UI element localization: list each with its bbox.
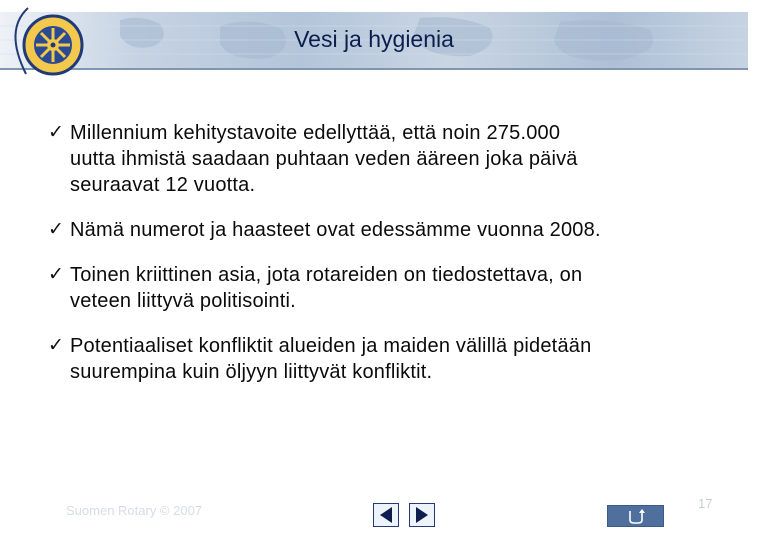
bullet-text-line: Potentiaaliset konfliktit alueiden ja maiden välillä pidetään bbox=[70, 335, 592, 357]
bullet-text-line: veteen liittyvä politisointi. bbox=[70, 290, 296, 312]
next-slide-button[interactable] bbox=[409, 503, 435, 527]
check-icon: ✓ bbox=[48, 122, 65, 143]
previous-slide-button[interactable] bbox=[373, 503, 399, 527]
check-icon: ✓ bbox=[48, 219, 65, 240]
page-title: Vesi ja hygienia bbox=[294, 26, 454, 52]
page-number: 17 bbox=[698, 496, 713, 511]
bullet-text-line: uutta ihmistä saadaan puhtaan veden ääreen joka päivä bbox=[70, 148, 578, 170]
bullet-text-line: Toinen kriittinen asia, jota rotareiden on tiedostettava, on bbox=[70, 264, 583, 286]
triangle-right-icon bbox=[410, 504, 434, 526]
bullet-item bbox=[48, 333, 748, 385]
rotary-wheel-logo bbox=[22, 14, 84, 76]
triangle-left-icon bbox=[374, 504, 398, 526]
header-bar bbox=[0, 12, 748, 70]
footer-copyright: Suomen Rotary © 2007 bbox=[66, 503, 203, 518]
bullet-item bbox=[48, 217, 748, 243]
check-icon: ✓ bbox=[48, 335, 65, 356]
return-arrow-icon bbox=[608, 506, 663, 526]
bullet-item bbox=[48, 120, 748, 198]
bullet-text-line: seuraavat 12 vuotta. bbox=[70, 174, 256, 196]
bullet-text-line: suurempina kuin öljyyn liittyvät konfliktit. bbox=[70, 361, 433, 383]
bullet-text-line: Millennium kehitystavoite edellyttää, että noin 275.000 bbox=[70, 122, 561, 144]
return-button[interactable] bbox=[607, 505, 664, 527]
bullet-item bbox=[48, 262, 748, 314]
bullet-list bbox=[48, 120, 748, 404]
bullet-text-line: Nämä numerot ja haasteet ovat edessämme vuonna 2008. bbox=[70, 219, 601, 241]
check-icon: ✓ bbox=[48, 264, 65, 285]
